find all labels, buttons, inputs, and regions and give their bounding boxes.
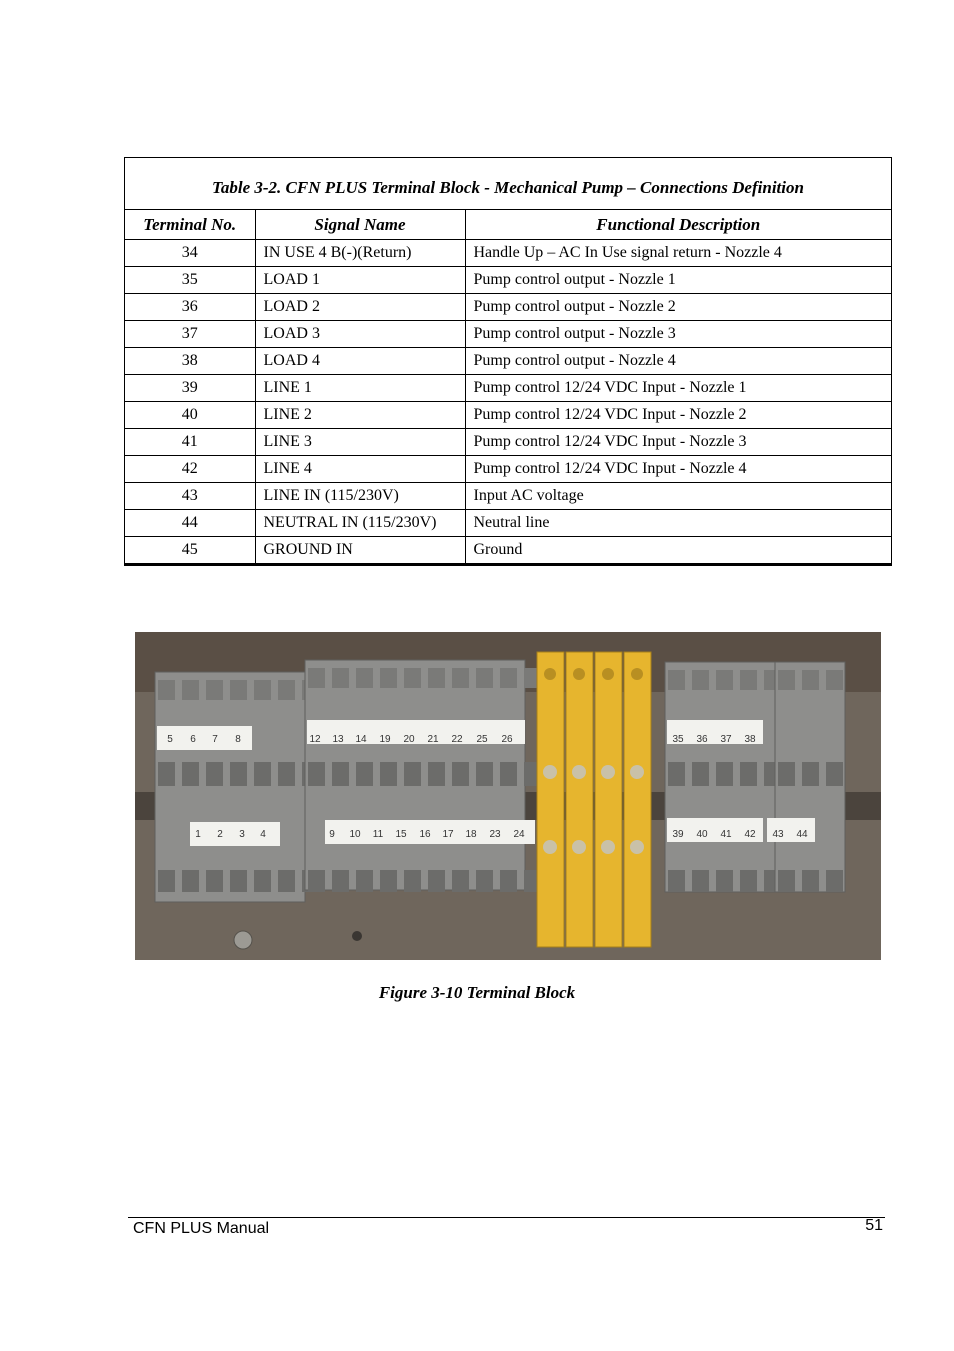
terminal-screw-slot [182,680,199,700]
terminal-wire-entry [500,870,517,892]
terminal-screw-slot [158,680,175,700]
terminal-wire-entry [716,762,733,786]
connections-grid [125,210,891,565]
terminal-screw-slot [740,670,757,690]
terminal-screw-slot [716,670,733,690]
terminal-wire-entry [668,762,685,786]
terminal-wire-entry [802,870,819,892]
signal-name-cell: LINE 2 [255,402,465,429]
terminal-number-label: 26 [501,734,513,745]
connections-table [124,157,892,566]
signal-name-cell: LINE IN (115/230V) [255,483,465,510]
label-strip [190,822,280,846]
terminal-block-photo [135,632,881,960]
terminal-screw-slot [668,670,685,690]
terminal-wire-entry [158,762,175,786]
terminal-screw-slot [476,668,493,688]
yellow-fuse-terminal [595,652,622,947]
fuse-screw [630,840,644,854]
terminal-wire-entry [254,870,271,892]
description-cell: Pump control output - Nozzle 2 [465,294,891,321]
terminal-no-cell: 42 [125,456,255,483]
terminal-wire-entry [778,762,795,786]
terminal-number-label: 20 [403,734,415,745]
terminal-no-cell: 37 [125,321,255,348]
terminal-number-label: 40 [696,829,708,840]
terminal-number-label: 9 [329,829,335,840]
terminal-no-cell: 39 [125,375,255,402]
terminal-screw-slot [356,668,373,688]
terminal-screw-slot [332,668,349,688]
terminal-wire-entry [802,762,819,786]
terminal-wire-entry [230,762,247,786]
description-cell: Neutral line [465,510,891,537]
fuse-screw [630,765,644,779]
terminal-wire-entry [158,870,175,892]
terminal-wire-entry [308,762,325,786]
terminal-number-label: 25 [476,734,488,745]
table-row [125,510,891,537]
terminal-number-label: 35 [672,734,684,745]
terminal-number-label: 15 [395,829,407,840]
terminal-wire-entry [452,762,469,786]
description-cell: Ground [465,537,891,565]
terminal-number-label: 16 [419,829,431,840]
terminal-number-label: 36 [696,734,708,745]
fuse-screw [602,668,614,680]
terminal-wire-entry [182,762,199,786]
terminal-number-label: 6 [190,734,196,745]
terminal-no-cell: 41 [125,429,255,456]
yellow-fuse-terminal [566,652,593,947]
fuse-screw [601,765,615,779]
terminal-wire-entry [668,870,685,892]
terminal-wire-entry [692,870,709,892]
terminal-number-label: 4 [260,829,266,840]
signal-name-cell: LINE 1 [255,375,465,402]
terminal-screw-slot [778,670,795,690]
terminal-number-label: 1 [195,829,201,840]
fuse-screw [544,668,556,680]
terminal-wire-entry [826,870,843,892]
terminal-screw-slot [692,670,709,690]
terminal-number-label: 24 [513,829,525,840]
description-cell: Pump control 12/24 VDC Input - Nozzle 4 [465,456,891,483]
description-cell: Pump control 12/24 VDC Input - Nozzle 1 [465,375,891,402]
terminal-number-label: 8 [235,734,241,745]
yellow-fuse-terminal [624,652,651,947]
terminal-wire-entry [278,870,295,892]
terminal-wire-entry [476,870,493,892]
terminal-number-label: 22 [451,734,463,745]
description-cell: Pump control 12/24 VDC Input - Nozzle 2 [465,402,891,429]
terminal-screw-slot [404,668,421,688]
description-cell: Pump control output - Nozzle 4 [465,348,891,375]
fuse-screw [572,765,586,779]
terminal-no-cell: 44 [125,510,255,537]
terminal-number-label: 17 [442,829,454,840]
terminal-number-label: 23 [489,829,501,840]
terminal-number-label: 38 [744,734,756,745]
terminal-screw-slot [308,668,325,688]
terminal-wire-entry [778,870,795,892]
footer-divider [128,1217,885,1218]
terminal-number-label: 11 [372,829,384,840]
signal-name-cell: LOAD 1 [255,267,465,294]
terminal-wire-entry [380,762,397,786]
terminal-wire-entry [500,762,517,786]
table-row [125,537,891,565]
terminal-wire-entry [740,870,757,892]
table-row [125,402,891,429]
terminal-screw-slot [428,668,445,688]
signal-name-cell: IN USE 4 B(-)(Return) [255,240,465,267]
terminal-no-cell: 34 [125,240,255,267]
terminal-wire-entry [404,870,421,892]
terminal-number-label: 10 [349,829,361,840]
header-signal-name: Signal Name [255,210,465,240]
terminal-wire-entry [332,762,349,786]
terminal-number-label: 5 [167,734,173,745]
terminal-screw-slot [254,680,271,700]
table-row [125,375,891,402]
terminal-wire-entry [452,870,469,892]
header-terminal-no: Terminal No. [125,210,255,240]
signal-name-cell: LOAD 3 [255,321,465,348]
terminal-screw-slot [206,680,223,700]
footer-page-number: 51 [865,1217,883,1234]
terminal-wire-entry [716,870,733,892]
signal-name-cell: LINE 4 [255,456,465,483]
mounting-hole [352,931,362,941]
signal-name-cell: LINE 3 [255,429,465,456]
terminal-wire-entry [182,870,199,892]
terminal-screw-slot [826,670,843,690]
table-row [125,294,891,321]
terminal-screw-slot [802,670,819,690]
terminal-wire-entry [356,870,373,892]
terminal-wire-entry [428,870,445,892]
terminal-number-label: 2 [217,829,223,840]
table-header-row [125,210,891,240]
terminal-no-cell: 45 [125,537,255,565]
terminal-number-label: 21 [427,734,439,745]
signal-name-cell: NEUTRAL IN (115/230V) [255,510,465,537]
terminal-number-label: 39 [672,829,684,840]
terminal-screw-slot [278,680,295,700]
terminal-number-label: 42 [744,829,756,840]
fuse-screw [572,840,586,854]
yellow-fuse-terminal [537,652,564,947]
description-cell: Input AC voltage [465,483,891,510]
footer-manual-title: CFN PLUS Manual [133,1220,270,1237]
terminal-number-label: 37 [720,734,732,745]
table-caption: Table 3-2. CFN PLUS Terminal Block - Mechanical Pump – Connections Definition [125,158,891,210]
header-functional-description: Functional Description [465,210,891,240]
terminal-screw-slot [230,680,247,700]
terminal-number-label: 3 [239,829,245,840]
terminal-wire-entry [308,870,325,892]
table-row [125,267,891,294]
terminal-number-label: 19 [379,734,391,745]
description-cell: Pump control 12/24 VDC Input - Nozzle 3 [465,429,891,456]
description-cell: Pump control output - Nozzle 1 [465,267,891,294]
description-cell: Handle Up – AC In Use signal return - Nozzle 4 [465,240,891,267]
signal-name-cell: LOAD 4 [255,348,465,375]
signal-name-cell: LOAD 2 [255,294,465,321]
fuse-screw [543,840,557,854]
table-row [125,429,891,456]
terminal-wire-entry [356,762,373,786]
terminal-wire-entry [332,870,349,892]
table-row [125,456,891,483]
signal-name-cell: GROUND IN [255,537,465,565]
table-body [125,240,891,565]
terminal-wire-entry [404,762,421,786]
terminal-no-cell: 38 [125,348,255,375]
fuse-screw [631,668,643,680]
fuse-screw [543,765,557,779]
terminal-wire-entry [206,870,223,892]
terminal-wire-entry [380,870,397,892]
terminal-wire-entry [476,762,493,786]
terminal-wire-entry [278,762,295,786]
terminal-wire-entry [692,762,709,786]
mounting-screw [234,931,252,949]
fuse-screw [573,668,585,680]
terminal-number-label: 44 [796,829,808,840]
description-cell: Pump control output - Nozzle 3 [465,321,891,348]
terminal-wire-entry [206,762,223,786]
table-row [125,321,891,348]
gray-terminal-group [155,672,305,902]
terminal-no-cell: 36 [125,294,255,321]
terminal-number-label: 43 [772,829,784,840]
terminal-number-label: 41 [720,829,732,840]
terminal-number-label: 14 [355,734,367,745]
terminal-wire-entry [740,762,757,786]
fuse-screw [601,840,615,854]
terminal-number-label: 12 [309,734,321,745]
terminal-wire-entry [428,762,445,786]
terminal-number-label: 13 [332,734,344,745]
terminal-wire-entry [826,762,843,786]
terminal-screw-slot [452,668,469,688]
terminal-screw-slot [500,668,517,688]
table-row [125,483,891,510]
terminal-screw-slot [380,668,397,688]
terminal-wire-entry [230,870,247,892]
terminal-number-label: 7 [212,734,218,745]
terminal-no-cell: 43 [125,483,255,510]
terminal-number-label: 18 [465,829,477,840]
table-row [125,348,891,375]
terminal-no-cell: 40 [125,402,255,429]
terminal-no-cell: 35 [125,267,255,294]
terminal-wire-entry [254,762,271,786]
table-row [125,240,891,267]
figure-caption: Figure 3-10 Terminal Block [378,983,576,1002]
